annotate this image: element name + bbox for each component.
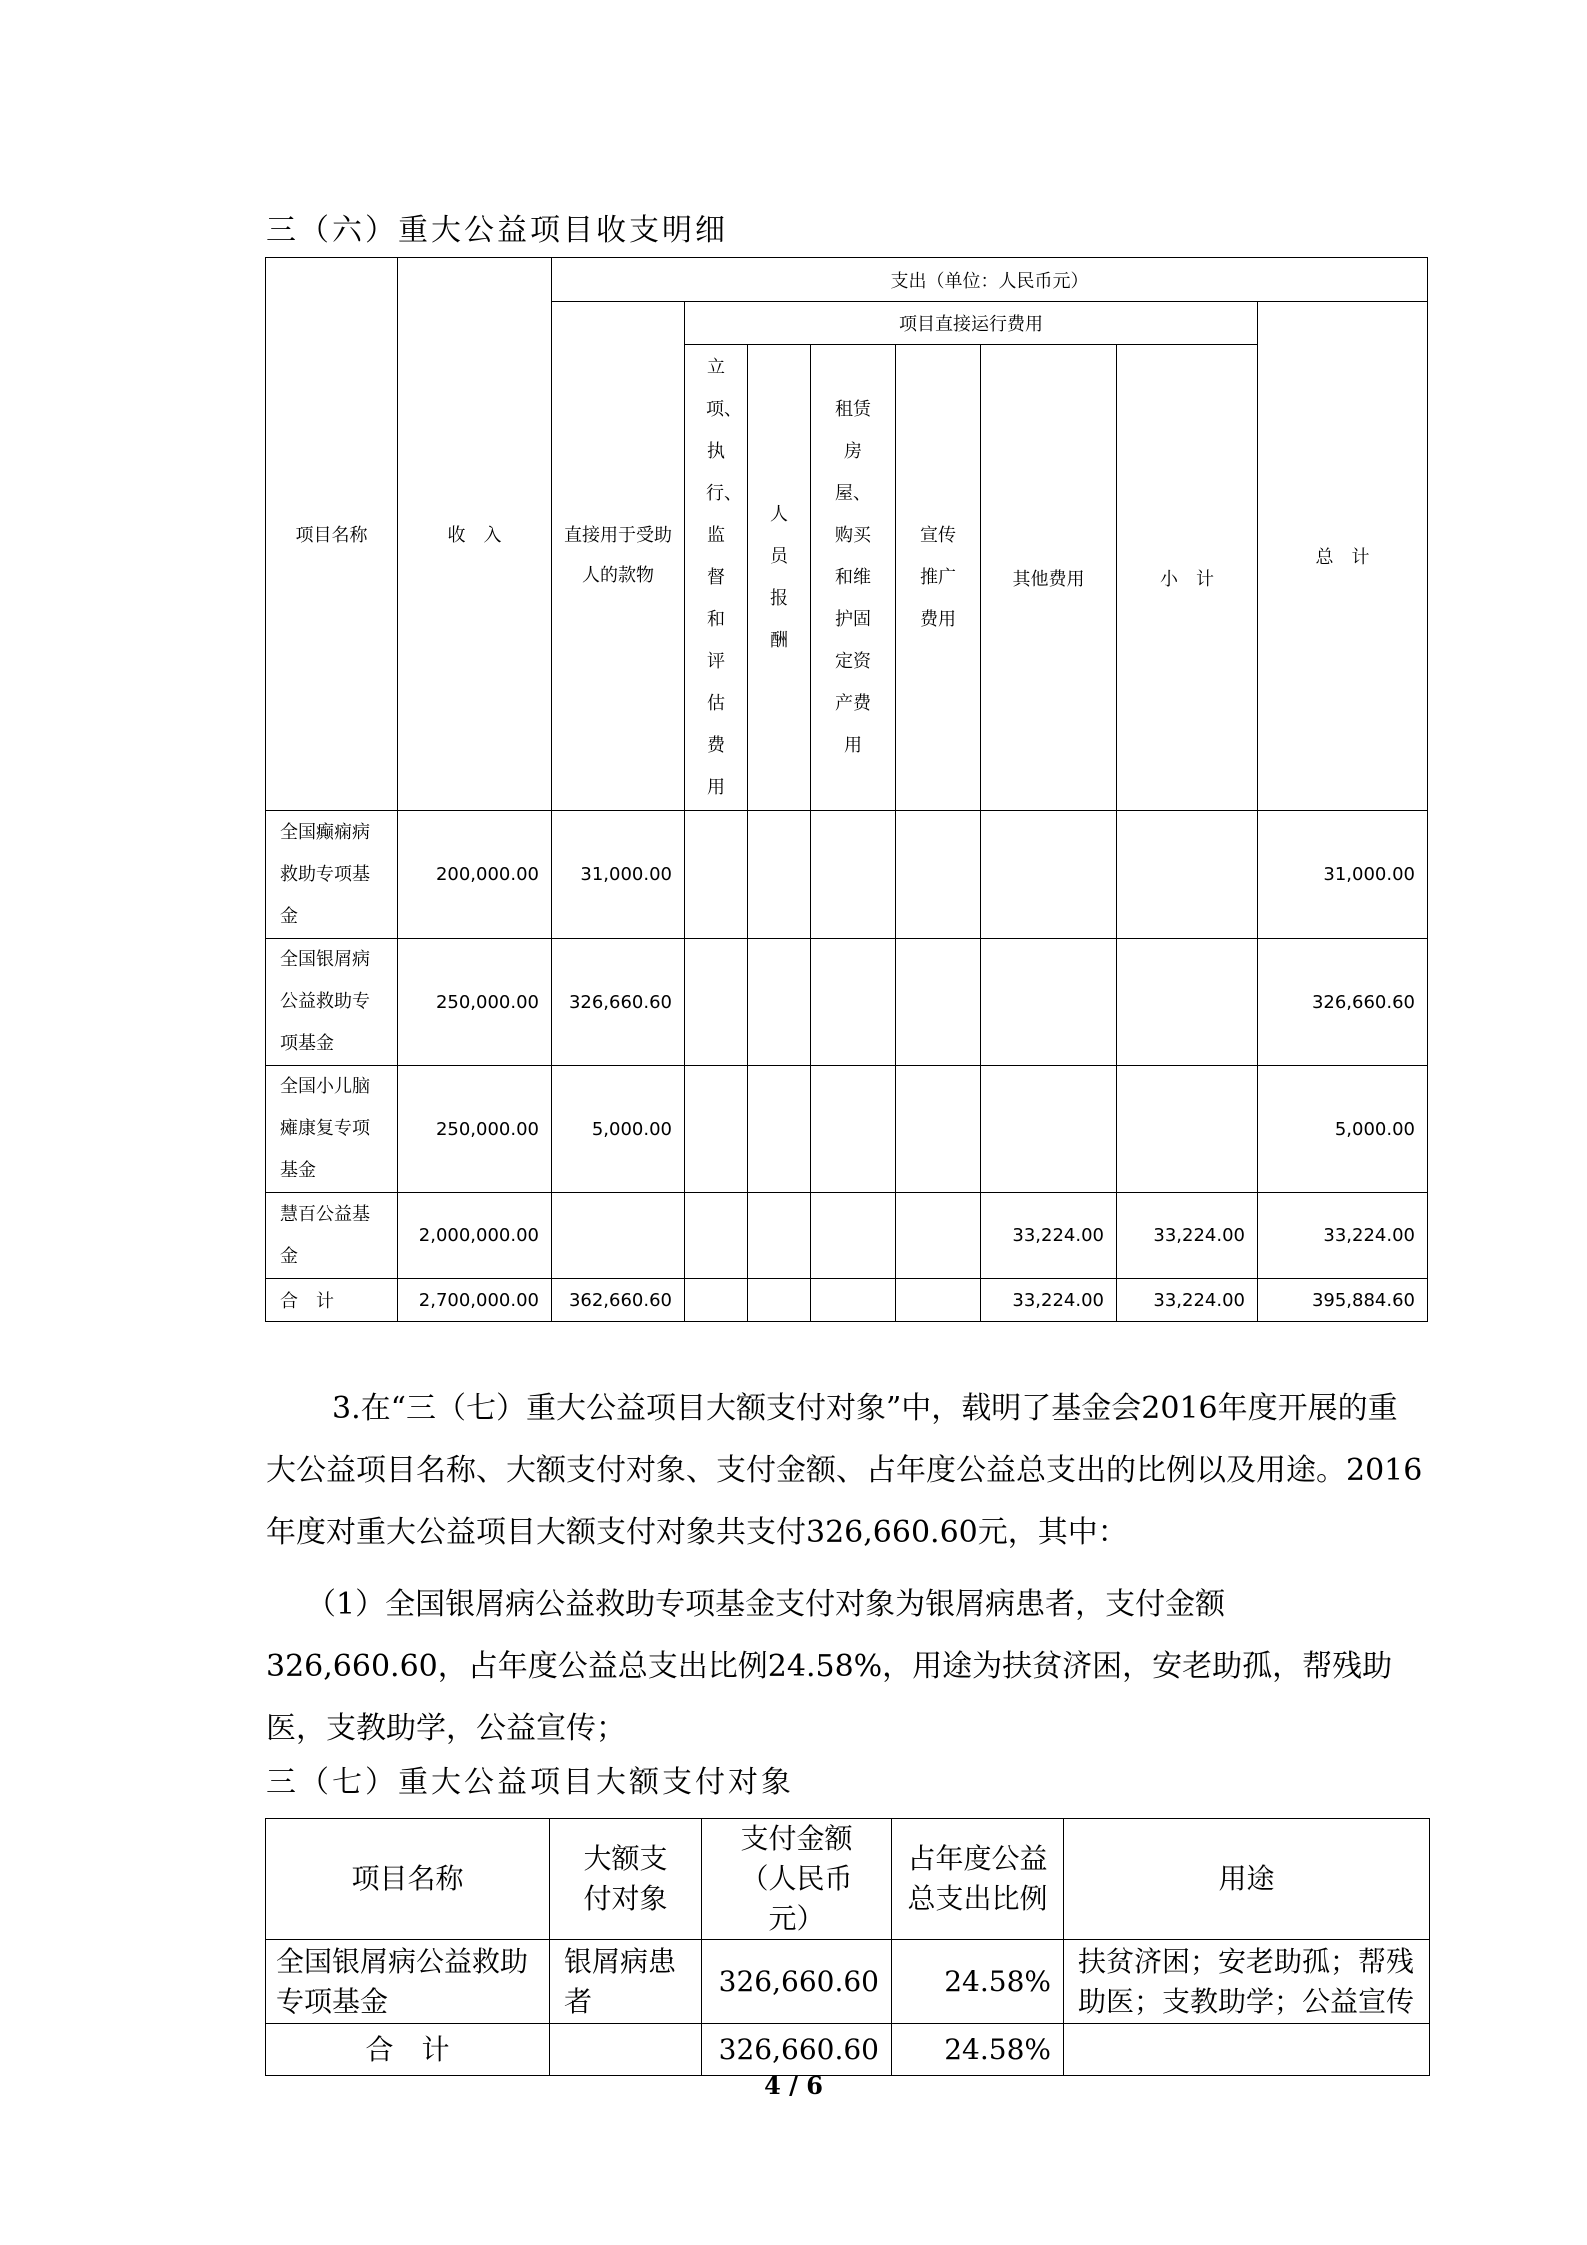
header-promo-costs-label: 宣传推广费用: [920, 524, 956, 630]
header-approval-costs-label: 立项、执行、监督和评估费用: [706, 356, 742, 798]
row-asset-costs: [811, 939, 896, 1066]
row-total: 31,000.00: [1258, 811, 1428, 939]
table-row: [266, 1193, 1428, 1279]
sum-promo-costs: [896, 1279, 981, 1322]
row-payee: [550, 1940, 702, 2024]
sum-amount: 326,660.60: [702, 2024, 892, 2076]
row-staff-pay: [748, 1193, 811, 1279]
sum-row: [266, 1279, 1428, 1322]
header-ratio: [892, 1819, 1064, 1940]
row-direct-aid: 326,660.60: [552, 939, 685, 1066]
table-row: [266, 1940, 1430, 2024]
row-amount: 326,660.60: [702, 1940, 892, 2024]
header-asset-costs-label: 租赁房屋、购买和维护固定资产费用: [835, 398, 871, 756]
header-expense-unit: 支出（单位：人民币元）: [552, 258, 1428, 302]
header-income: 收 入: [398, 258, 552, 811]
row-approval-costs: [685, 811, 748, 939]
sum-other-costs: 33,224.00: [981, 1279, 1117, 1322]
row-income: 2,000,000.00: [398, 1193, 552, 1279]
header-staff-pay-label: 人员报酬: [770, 503, 788, 651]
row-approval-costs: [685, 1066, 748, 1193]
row-project-name-text: 全国银屑病公益救助专项基金: [276, 1944, 529, 2018]
section-title-6: 三（六）重大公益项目收支明细: [266, 213, 728, 248]
header-ratio-label: 占年度公益总支出比例: [907, 1842, 1048, 1915]
row-subtotal: [1117, 1066, 1258, 1193]
row-promo-costs: [896, 811, 981, 939]
header-amount-label: 支付金额（人民币元）: [740, 1822, 853, 1935]
row-project-name-text: 全国小儿脑瘫康复专项基金: [280, 1076, 370, 1181]
page-number: 4 / 6: [764, 2071, 823, 2100]
header-approval-costs: [685, 345, 748, 811]
row-income: 200,000.00: [398, 811, 552, 939]
row-promo-costs: [896, 1066, 981, 1193]
row-asset-costs: [811, 1193, 896, 1279]
table-row: [266, 811, 1428, 939]
row-total: 33,224.00: [1258, 1193, 1428, 1279]
sum-purpose: [1064, 2024, 1430, 2076]
header-other-costs: 其他费用: [981, 345, 1117, 811]
row-ratio: 24.58%: [892, 1940, 1064, 2024]
paragraph-3: 3.在“三（七）重大公益项目大额支付对象”中，载明了基金会2016年度开展的重大公益项目名称、大额支付对象、支付金额、占年度公益总支出的比例以及用途。2016年度对重大公益项目大额支付对象共支付326,660.60元，其中：: [266, 1391, 1423, 1550]
sum-subtotal: 33,224.00: [1117, 1279, 1258, 1322]
sum-direct-aid: 362,660.60: [552, 1279, 685, 1322]
sum-row: [266, 2024, 1430, 2076]
sum-staff-pay: [748, 1279, 811, 1322]
row-staff-pay: [748, 939, 811, 1066]
row-purpose-text: 扶贫济困；安老助孤；帮残助医；支教助学；公益宣传: [1078, 1944, 1415, 2018]
row-asset-costs: [811, 811, 896, 939]
header-asset-costs: [811, 345, 896, 811]
sum-approval-costs: [685, 1279, 748, 1322]
row-income: 250,000.00: [398, 1066, 552, 1193]
sum-label: 合 计: [266, 1279, 398, 1322]
header-total: 总 计: [1258, 302, 1428, 811]
row-project-name: [266, 1940, 550, 2024]
row-subtotal: 33,224.00: [1117, 1193, 1258, 1279]
header-amount: [702, 1819, 892, 1940]
row-project-name-text: 全国银屑病公益救助专项基金: [280, 949, 370, 1054]
row-project-name: [266, 811, 398, 939]
row-direct-aid: 31,000.00: [552, 811, 685, 939]
sum-ratio: 24.58%: [892, 2024, 1064, 2076]
sum-payee: [550, 2024, 702, 2076]
row-direct-aid: 5,000.00: [552, 1066, 685, 1193]
row-promo-costs: [896, 939, 981, 1066]
row-purpose: [1064, 1940, 1430, 2024]
row-project-name: [266, 939, 398, 1066]
header-direct-aid-label: 直接用于受助人的款物: [564, 525, 672, 586]
row-approval-costs: [685, 1193, 748, 1279]
header-direct-aid: [552, 302, 685, 811]
row-other-costs: [981, 939, 1117, 1066]
row-subtotal: [1117, 811, 1258, 939]
sum-total: 395,884.60: [1258, 1279, 1428, 1322]
header-subtotal: 小 计: [1117, 345, 1258, 811]
row-subtotal: [1117, 939, 1258, 1066]
sum-label: 合 计: [266, 2024, 550, 2076]
row-staff-pay: [748, 1066, 811, 1193]
table-row: [266, 939, 1428, 1066]
section-title-7: 三（七）重大公益项目大额支付对象: [266, 1765, 794, 1800]
header-payee-label: 大额支付对象: [583, 1842, 668, 1915]
row-other-costs: [981, 811, 1117, 939]
row-staff-pay: [748, 811, 811, 939]
header-project-name: 项目名称: [266, 258, 398, 811]
row-income: 250,000.00: [398, 939, 552, 1066]
table-row: [266, 1066, 1428, 1193]
header-promo-costs: [896, 345, 981, 811]
header-operating-costs: 项目直接运行费用: [685, 302, 1258, 345]
row-payee-text: 银屑病患者: [564, 1944, 677, 2018]
row-total: 326,660.60: [1258, 939, 1428, 1066]
row-promo-costs: [896, 1193, 981, 1279]
row-approval-costs: [685, 939, 748, 1066]
header-staff-pay: [748, 345, 811, 811]
row-project-name: [266, 1193, 398, 1279]
row-direct-aid: [552, 1193, 685, 1279]
row-project-name: [266, 1066, 398, 1193]
sum-asset-costs: [811, 1279, 896, 1322]
large-payment-table: [265, 1818, 1430, 2076]
header-purpose: 用途: [1064, 1819, 1430, 1940]
row-project-name-text: 全国癫痫病救助专项基金: [280, 821, 370, 927]
row-project-name-text: 慧百公益基金: [280, 1203, 370, 1267]
project-expense-table: [265, 257, 1428, 1322]
header-payee: [550, 1819, 702, 1940]
row-other-costs: [981, 1066, 1117, 1193]
row-asset-costs: [811, 1066, 896, 1193]
sum-income: 2,700,000.00: [398, 1279, 552, 1322]
row-total: 5,000.00: [1258, 1066, 1428, 1193]
row-other-costs: 33,224.00: [981, 1193, 1117, 1279]
paragraph-3-1: （1）全国银屑病公益救助专项基金支付对象为银屑病患者，支付金额326,660.60，占年度公益总支出比例24.58%，用途为扶贫济困，安老助孤，帮残助医，支教助学，公益宣传；: [266, 1587, 1393, 1746]
header-project-name: 项目名称: [266, 1819, 550, 1940]
